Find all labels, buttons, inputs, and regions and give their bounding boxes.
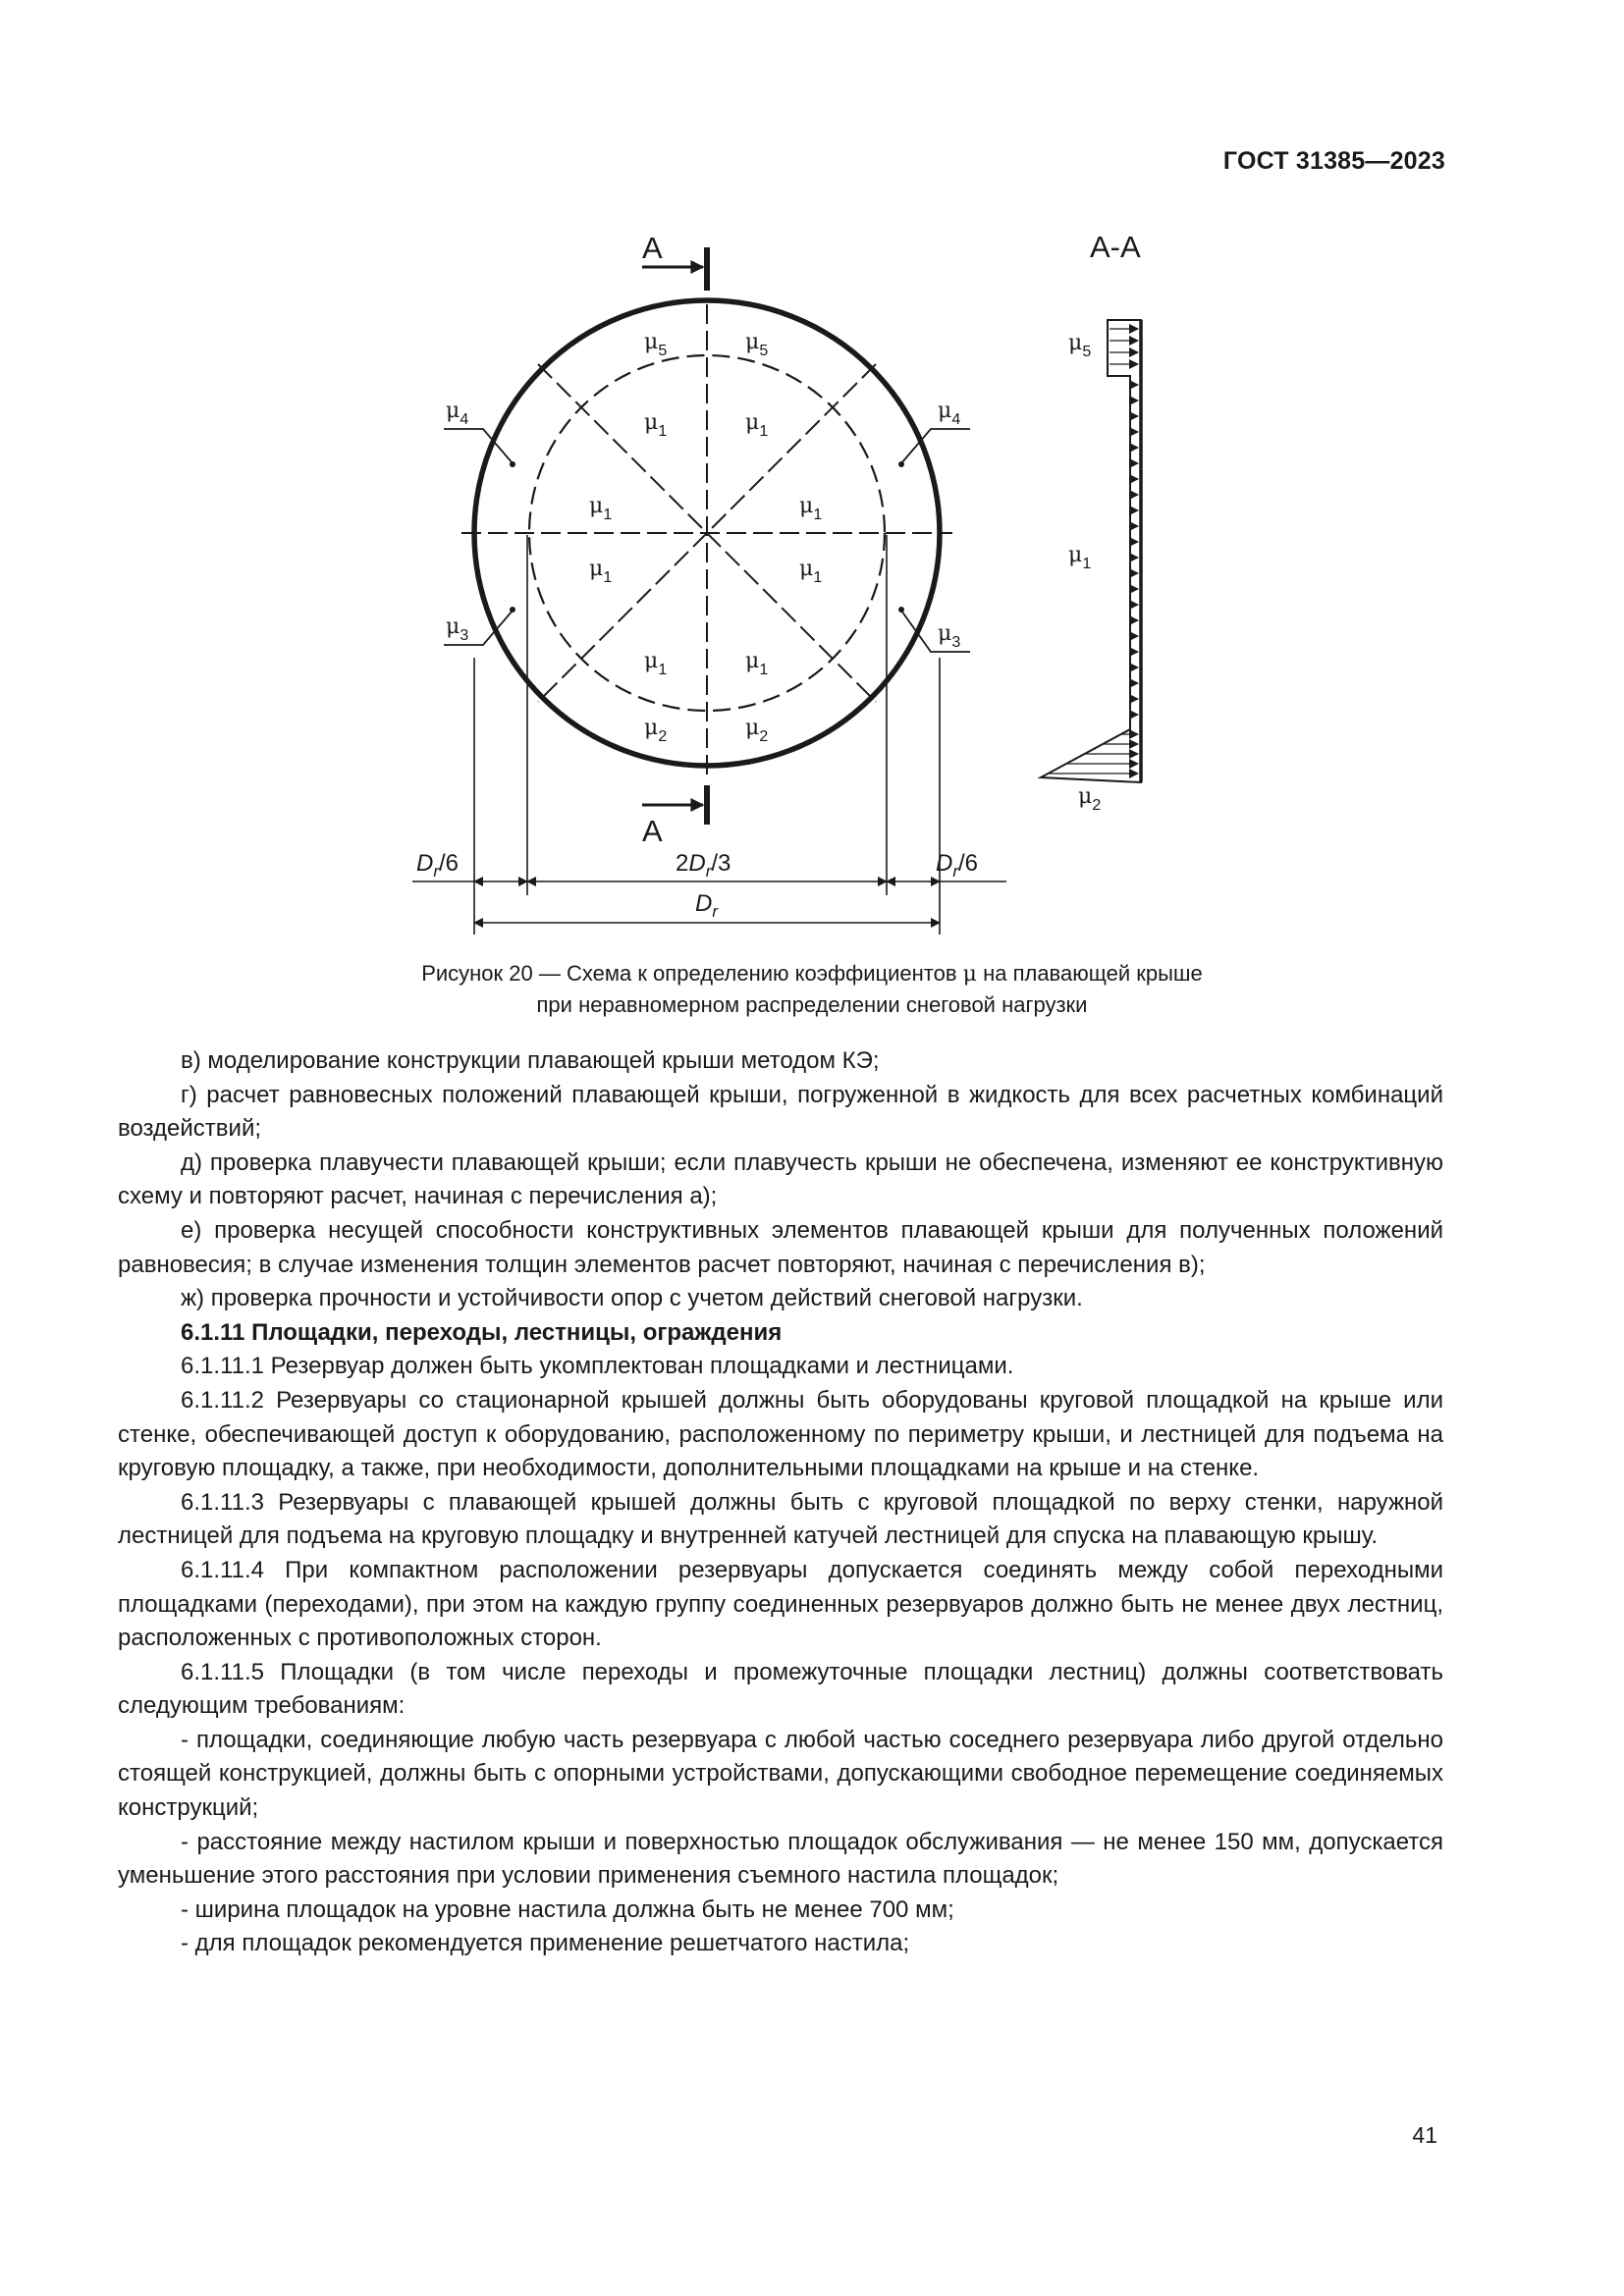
- body-text: [118, 1044, 1443, 1961]
- caption-line-2: при неравномерном распределении снеговой нагрузки: [536, 992, 1088, 1017]
- paragraph: 6.1.11.2 Резервуары со стационарной крышей должны быть оборудованы круговой площадкой на крыше или стенке, обеспечивающей доступ к оборудованию, расположенному по периметру крыши, и лестницей для подъема на круговую площадку, а также, при необходимости, дополнительными площадками на крыше и на стенке.: [118, 1386, 1443, 1482]
- paragraph: 6.1.11.1 Резервуар должен быть укомплектован площадками и лестницами.: [181, 1353, 1014, 1380]
- leader-dot: [898, 461, 904, 467]
- paragraph: д) проверка плавучести плавающей крыши; если плавучесть крыши не обеспечена, изменяют ее конструктивную схему и повторяют расчет, начиная с перечисления а);: [118, 1148, 1443, 1210]
- list-item: - для площадок рекомендуется применение решетчатого настила;: [181, 1930, 910, 1957]
- paragraph: 6.1.11.4 При компактном расположении резервуары допускается соединять между собой переходными площадками (переходами), при этом на каждую группу соединенных резервуаров должно быть не менее двух лестниц, расположенных с противоположных сторон.: [118, 1556, 1443, 1652]
- mu2-label-right: $\mu_2$: [745, 716, 769, 745]
- mu3-label-right: $\mu_3$: [938, 621, 961, 651]
- paragraph: г) расчет равновесных положений плавающей крыши, погруженной в жидкость для всех расчетных комбинаций воздействий;: [118, 1081, 1443, 1143]
- paragraph: е) проверка несущей способности конструктивных элементов плавающей крыши для полученных положений равновесия; в случае изменения толщин элементов расчет повторяют, начиная с перечисления в);: [118, 1216, 1443, 1278]
- section-mu5-label: $\mu_5$: [1068, 331, 1092, 360]
- figure-20: [0, 0, 1624, 982]
- mu2-label-left: $\mu_2$: [644, 716, 668, 745]
- paragraph: 6.1.11.5 Площадки (в том числе переходы и промежуточные площадки лестниц) должны соответствовать следующим требованиям:: [118, 1658, 1443, 1720]
- mu4-label-left: $\mu_4$: [446, 399, 469, 428]
- mu3-label-left: $\mu_3$: [446, 614, 469, 644]
- paragraph: ж) проверка прочности и устойчивости опор с учетом действий снеговой нагрузки.: [181, 1285, 1083, 1312]
- document-header: ГОСТ 31385—2023: [1222, 147, 1445, 175]
- mu5-label-left: $\mu_5$: [644, 330, 668, 359]
- mu1-label: $\mu_1$: [799, 557, 823, 586]
- dim-label-left: $D_r/6$: [416, 850, 460, 881]
- leader-dot: [510, 607, 515, 613]
- mu4-leader-left: [444, 429, 513, 463]
- mu1-label: $\mu_1$: [589, 494, 613, 523]
- mu1-label: $\mu_1$: [745, 649, 769, 678]
- section-heading: 6.1.11 Площадки, переходы, лестницы, ограждения: [181, 1318, 783, 1346]
- mu1-label: $\mu_1$: [745, 410, 769, 440]
- list-item: - площадки, соединяющие любую часть резервуара с любой частью соседнего резервуара либо другой отдельно стоящей конструкцией, должны быть с опорными устройствами, допускающими свободное перемещение соединяемых конструкций;: [118, 1726, 1443, 1822]
- leader-dot: [510, 461, 515, 467]
- mu1-label: $\mu_1$: [799, 494, 823, 523]
- section-label-bottom: А: [642, 814, 663, 848]
- paragraph: в) моделирование конструкции плавающей крыши методом КЭ;: [181, 1047, 880, 1074]
- load-arrows: [1050, 329, 1138, 774]
- mu1-label: $\mu_1$: [644, 649, 668, 678]
- mu1-label: $\mu_1$: [644, 410, 668, 440]
- dim-label-right: $D_r/6$: [936, 850, 979, 881]
- mu4-leader-right: [901, 429, 970, 463]
- snow-load-diagram: [1041, 320, 1141, 782]
- section-mu1-label: $\mu_1$: [1068, 543, 1092, 572]
- mu4-label-right: $\mu_4$: [938, 399, 961, 428]
- section-mu2-label: $\mu_2$: [1078, 784, 1102, 814]
- mu1-label: $\mu_1$: [589, 557, 613, 586]
- dim-label-total: $D_r$: [695, 890, 719, 921]
- dim-label-center: $2D_r/3$: [676, 850, 731, 881]
- list-item: - ширина площадок на уровне настила должна быть не менее 700 мм;: [181, 1896, 954, 1923]
- caption-line-1: Рисунок 20 — Схема к определению коэффициентов μ на плавающей крыше: [421, 961, 1203, 987]
- list-item: - расстояние между настилом крыши и поверхностью площадок обслуживания — не менее 150 мм, допускается уменьшение этого расстояния при условии применения съемного настила площадок;: [118, 1828, 1443, 1890]
- paragraph: 6.1.11.3 Резервуары с плавающей крышей должны быть с круговой площадкой по верху стенки, наружной лестницей для подъема на круговую площадку и внутренней катучей лестницей для спуска на плавающую крышу.: [118, 1488, 1443, 1550]
- figure-caption: [0, 958, 1624, 1020]
- section-view: [1041, 230, 1141, 814]
- leader-dot: [898, 607, 904, 613]
- plan-view: [412, 231, 1006, 934]
- section-label-top: А: [642, 231, 663, 265]
- mu5-label-right: $\mu_5$: [745, 330, 769, 359]
- page-number: 41: [1412, 2122, 1437, 2148]
- section-title: А-А: [1090, 230, 1141, 264]
